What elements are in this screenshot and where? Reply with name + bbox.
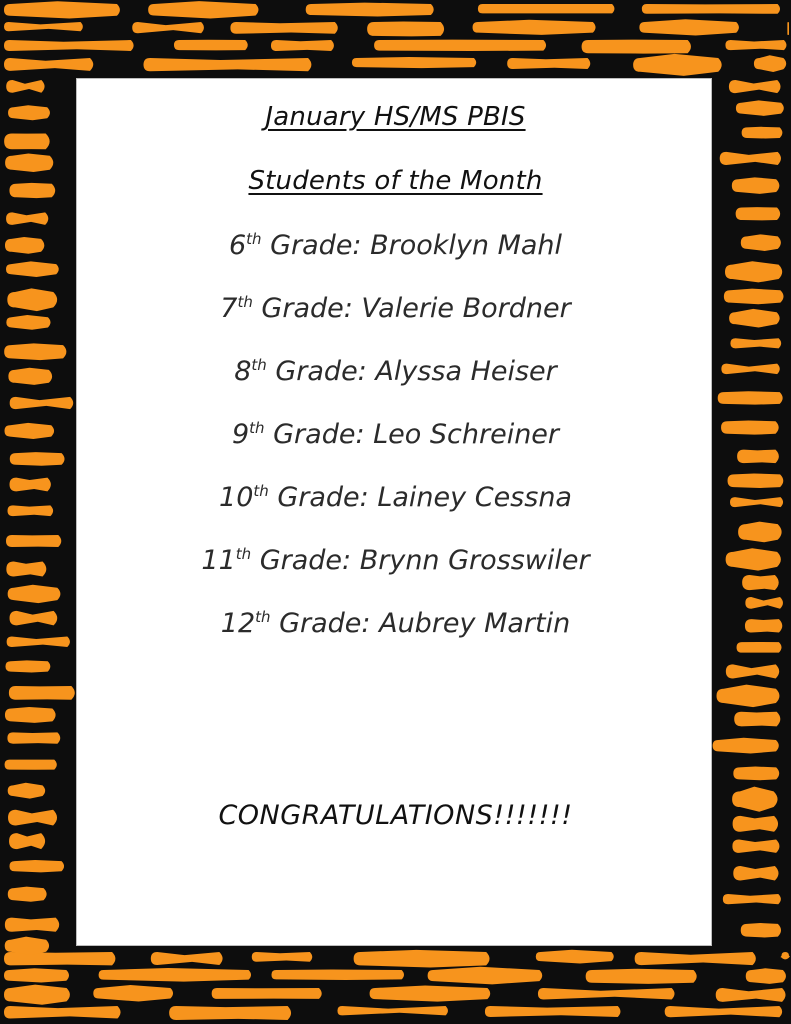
grade-student: Grade: Leo Schreiner [264,419,560,450]
grade-number: 8 [234,356,252,387]
grade-suffix: th [251,356,267,374]
grade-row-8 [0,356,791,387]
grade-number: 9 [231,419,250,450]
grade-student: Grade: Aubrey Martin [270,608,571,639]
grade-student: Grade: Brooklyn Mahl [261,230,563,261]
grade-student: Grade: Valerie Bordner [252,293,571,324]
grade-row-9 [0,419,791,450]
grade-student: Grade: Lainey Cessna [268,482,572,513]
grade-suffix: th [235,545,252,563]
title-line-1: January HS/MS PBIS [265,102,526,132]
grade-suffix: th [255,608,271,626]
grade-suffix: th [253,482,269,500]
grade-suffix: th [249,419,265,437]
grade-number: 10 [219,482,254,513]
grade-suffix: th [246,230,262,248]
title-line-2: Students of the Month [248,166,543,196]
grade-row-10 [0,482,791,513]
grade-row-11 [0,545,791,576]
grade-number: 11 [201,545,236,576]
grade-student: Grade: Brynn Grosswiler [251,545,590,576]
grade-student: Grade: Alyssa Heiser [266,356,557,387]
grade-row-7 [0,293,791,324]
grade-row-12 [0,608,791,639]
grade-number: 6 [228,230,247,261]
grade-number: 7 [220,293,238,324]
grade-number: 12 [220,608,256,639]
congratulations-text: CONGRATULATIONS!!!!!!! [218,800,573,831]
grade-suffix: th [237,293,253,311]
grade-row-6 [0,230,791,261]
